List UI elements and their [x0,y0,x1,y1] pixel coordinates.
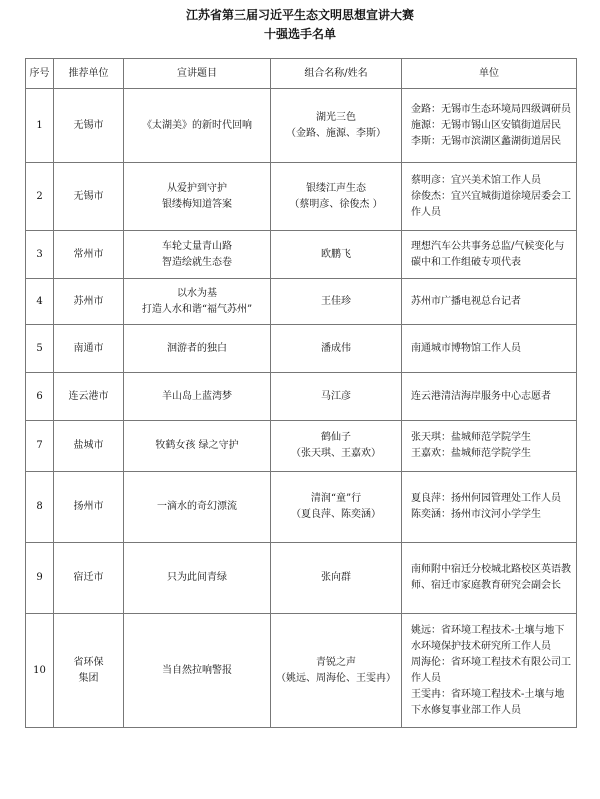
recommending-org-line: 宿迁市 [73,572,104,583]
contestant-unit [402,231,577,279]
contestant-name [271,373,402,421]
row-number: 1 [26,89,54,163]
contestant-name-line: 王佳珍 [321,295,351,307]
table-row [26,421,577,472]
recommending-org-line: 常州市 [73,248,104,260]
recommending-org-line: 无锡市 [73,190,104,202]
recommending-org [54,231,124,279]
row-number: 9 [26,543,54,614]
speech-topic [124,614,271,728]
contestant-name-line: （金路、施源、李斯） [286,127,386,139]
speech-topic-line: 智造绘就生态卷 [162,256,232,268]
row-number: 6 [26,373,54,421]
table-row [26,543,577,614]
table-row [26,472,577,543]
recommending-org-line: 省环保 [73,656,104,668]
contestant-unit [402,279,577,325]
column-header-topic: 宣讲题目 [124,59,271,89]
contestant-unit [402,163,577,231]
speech-topic-line: 打造人水和谐“福气苏州” [141,303,253,315]
recommending-org [54,163,124,231]
row-number: 8 [26,472,54,543]
table-row [26,279,577,325]
column-header-org: 推荐单位 [54,59,124,89]
contestant-name-line: 鹤仙子 [321,432,351,443]
page-subtitle: 十强选手名单 [263,27,336,41]
contestant-name-line: 清润“童”行 [310,493,362,504]
contestant-unit-line: 施源：无锡市锡山区安镇街道居民 [411,119,561,131]
speech-topic [124,163,271,231]
recommending-org-line: 无锡市 [73,119,104,131]
table-row [26,373,577,421]
contestant-unit-line: 徐俊杰：宜兴宜城街道徐境居委会工作人员 [411,190,571,218]
recommending-org [54,614,124,728]
row-number: 3 [26,231,54,279]
speech-topic [124,543,271,614]
recommending-org-line: 盐城市 [73,440,104,451]
contestant-name-line: 张向群 [321,572,351,583]
contestant-unit [402,421,577,472]
table-row [26,614,577,728]
recommending-org [54,421,124,472]
speech-topic-line: 洄游者的独白 [167,342,227,354]
row-number: 4 [26,279,54,325]
contestant-unit-line: 张天琪：盐城师范学院学生 [411,432,531,443]
contestant-unit-line: 夏良萍：扬州何园管理处工作人员 [411,493,561,504]
table-row [26,231,577,279]
speech-topic-line: 只为此间青绿 [167,572,227,583]
row-number: 2 [26,163,54,231]
contestant-name-line: 潘成伟 [321,342,351,354]
contestant-name-line: 马江彦 [321,390,351,402]
column-header-name: 组合名称/姓名 [271,59,402,89]
contestant-unit-line: 苏州市广播电视总台记者 [411,295,521,307]
contestant-unit-line: 蔡明彦：宜兴美术馆工作人员 [411,174,541,186]
contestant-unit [402,472,577,543]
contestant-unit-line: 李斯：无锡市滨湖区蠡湖街道居民 [411,135,561,147]
speech-topic-line: 以水为基 [177,287,217,299]
speech-topic [124,231,271,279]
contestant-unit [402,89,577,163]
contestant-name-line: 银缕江声生态 [306,182,366,194]
speech-topic-line: 当自然拉响警报 [162,664,232,676]
contestant-name-line: （张天琪、王嘉欢） [291,448,381,459]
recommending-org-line: 连云港市 [68,390,109,402]
recommending-org [54,89,124,163]
row-number: 7 [26,421,54,472]
contestant-name [271,231,402,279]
contestant-name [271,325,402,373]
row-number: 10 [26,614,54,728]
contestant-unit-line: 理想汽车公共事务总监/气候变化与碳中和工作组破专项代表 [411,240,565,268]
column-header-no: 序号 [26,59,54,89]
table-row [26,89,577,163]
contestant-name-line: （夏良萍、陈奕涵） [291,509,381,520]
speech-topic [124,325,271,373]
speech-topic-line: 一滴水的奇幻漂流 [157,501,237,512]
speech-topic-line: 牧鹤女孩 绿之守护 [155,440,239,451]
contestant-unit-line: 陈奕涵：扬州市汶河小学学生 [411,509,541,520]
contestant-name [271,421,402,472]
contestant-name-line: （姚远、周海伦、王雯冉） [276,672,396,684]
recommending-org [54,543,124,614]
finalists-table [25,58,577,728]
table-row [26,325,577,373]
contestant-name-line: （蔡明彦、徐俊杰 ） [289,198,383,210]
table-row [26,163,577,231]
recommending-org-line: 扬州市 [73,501,104,512]
speech-topic [124,472,271,543]
contestant-name [271,89,402,163]
contestant-name [271,614,402,728]
contestant-unit-line: 南师附中宿迁分校城北路校区英语教师、宿迁市家庭教育研究会副会长 [411,564,571,591]
speech-topic-line: 银缕梅知道答案 [162,198,232,210]
speech-topic-line: 《太湖美》的新时代回响 [142,119,252,131]
contestant-name [271,472,402,543]
contestant-unit-line: 连云港清洁海岸服务中心志愿者 [411,390,551,402]
recommending-org-line: 南通市 [73,342,104,354]
contestant-unit-line: 南通城市博物馆工作人员 [411,342,521,354]
contestant-name-line: 湖光三色 [316,111,356,123]
speech-topic-line: 车轮丈量青山路 [162,240,232,252]
recommending-org-line: 苏州市 [73,295,104,307]
speech-topic-line: 羊山岛上蓝湾梦 [162,390,232,402]
recommending-org [54,472,124,543]
contestant-unit [402,373,577,421]
contestant-unit-line: 金路：无锡市生态环境局四级调研员 [411,103,571,115]
contestant-unit-line: 姚远：省环境工程技术-土壤与地下水环境保护技术研究所工作人员 [411,624,565,652]
speech-topic [124,421,271,472]
contestant-unit-line: 王雯冉：省环境工程技术-土壤与地下水修复事业部工作人员 [411,688,565,716]
recommending-org [54,373,124,421]
contestant-name-line: 欧鹏飞 [321,248,351,260]
contestant-name [271,163,402,231]
table-header-row [26,59,577,89]
speech-topic [124,279,271,325]
contestant-name [271,279,402,325]
recommending-org [54,325,124,373]
contestant-unit [402,543,577,614]
contestant-unit [402,614,577,728]
speech-topic [124,373,271,421]
speech-topic [124,89,271,163]
contestant-unit-line: 王嘉欢：盐城师范学院学生 [411,448,531,459]
speech-topic-line: 从爱护到守护 [167,182,227,194]
column-header-unit: 单位 [402,59,577,89]
contestant-unit [402,325,577,373]
contestant-name [271,543,402,614]
row-number: 5 [26,325,54,373]
contestant-name-line: 青锐之声 [316,656,356,668]
contestant-unit-line: 周海伦：省环境工程技术有限公司工作人员 [411,656,571,684]
recommending-org [54,279,124,325]
page-title: 江苏省第三届习近平生态文明思想宣讲大赛 [185,8,414,22]
recommending-org-line: 集团 [78,672,99,684]
